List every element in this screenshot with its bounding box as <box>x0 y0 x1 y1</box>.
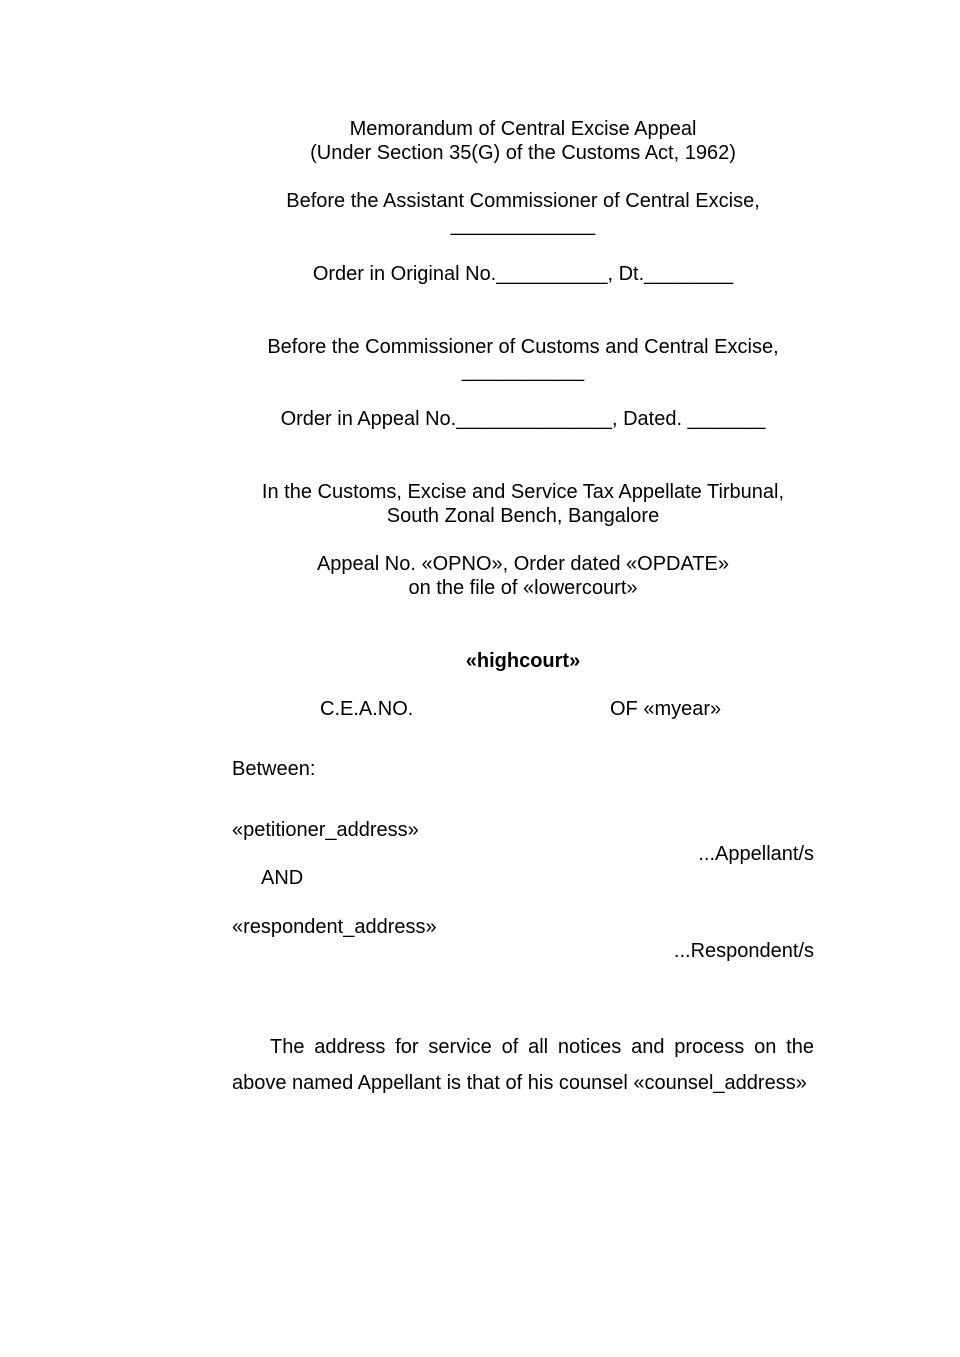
document-subtitle: (Under Section 35(G) of the Customs Act, 1962) <box>310 142 736 164</box>
appeal-block <box>232 552 814 600</box>
appellant-label: ...Appellant/s <box>698 843 814 865</box>
and-label: AND <box>261 867 304 889</box>
respondent-label: ...Respondent/s <box>673 940 814 962</box>
tribunal-bench: South Zonal Bench, Bangalore <box>386 505 660 527</box>
respondent-address: «respondent_address» <box>232 916 437 938</box>
petitioner-address: «petitioner_address» <box>232 819 419 841</box>
assistant-commissioner-blank: _____________ <box>450 214 596 236</box>
order-in-original <box>232 262 814 286</box>
service-address-paragraph: The address for service of all notices and process on the above named Appellant is that of his counsel «counsel_address» <box>232 1036 814 1094</box>
appeal-number-line: Appeal No. «OPNO», Order dated «OPDATE» <box>316 553 730 575</box>
tribunal-heading: In the Customs, Excise and Service Tax Appellate Tirbunal, <box>261 481 785 503</box>
lower-court-line: on the file of «lowercourt» <box>408 577 638 599</box>
document-title: Memorandum of Central Excise Appeal <box>349 118 697 140</box>
case-year-label: OF «myear» <box>610 698 722 720</box>
order-in-original-line: Order in Original No.__________, Dt.________ <box>312 263 734 285</box>
assistant-commissioner-heading: Before the Assistant Commissioner of Central Excise, <box>286 190 760 212</box>
order-in-appeal <box>232 407 814 431</box>
commissioner-heading: Before the Commissioner of Customs and Central Excise, <box>267 336 779 358</box>
tribunal-block <box>232 480 814 528</box>
between-label: Between: <box>232 758 316 780</box>
title-block <box>232 117 814 165</box>
highcourt-heading <box>232 649 814 673</box>
commissioner-block <box>232 335 814 383</box>
order-in-appeal-line: Order in Appeal No.______________, Dated. _______ <box>280 408 766 430</box>
case-number-label: C.E.A.NO. <box>320 698 414 720</box>
commissioner-blank: ___________ <box>461 360 585 382</box>
assistant-commissioner-block <box>232 189 814 237</box>
highcourt-field: «highcourt» <box>465 650 581 672</box>
